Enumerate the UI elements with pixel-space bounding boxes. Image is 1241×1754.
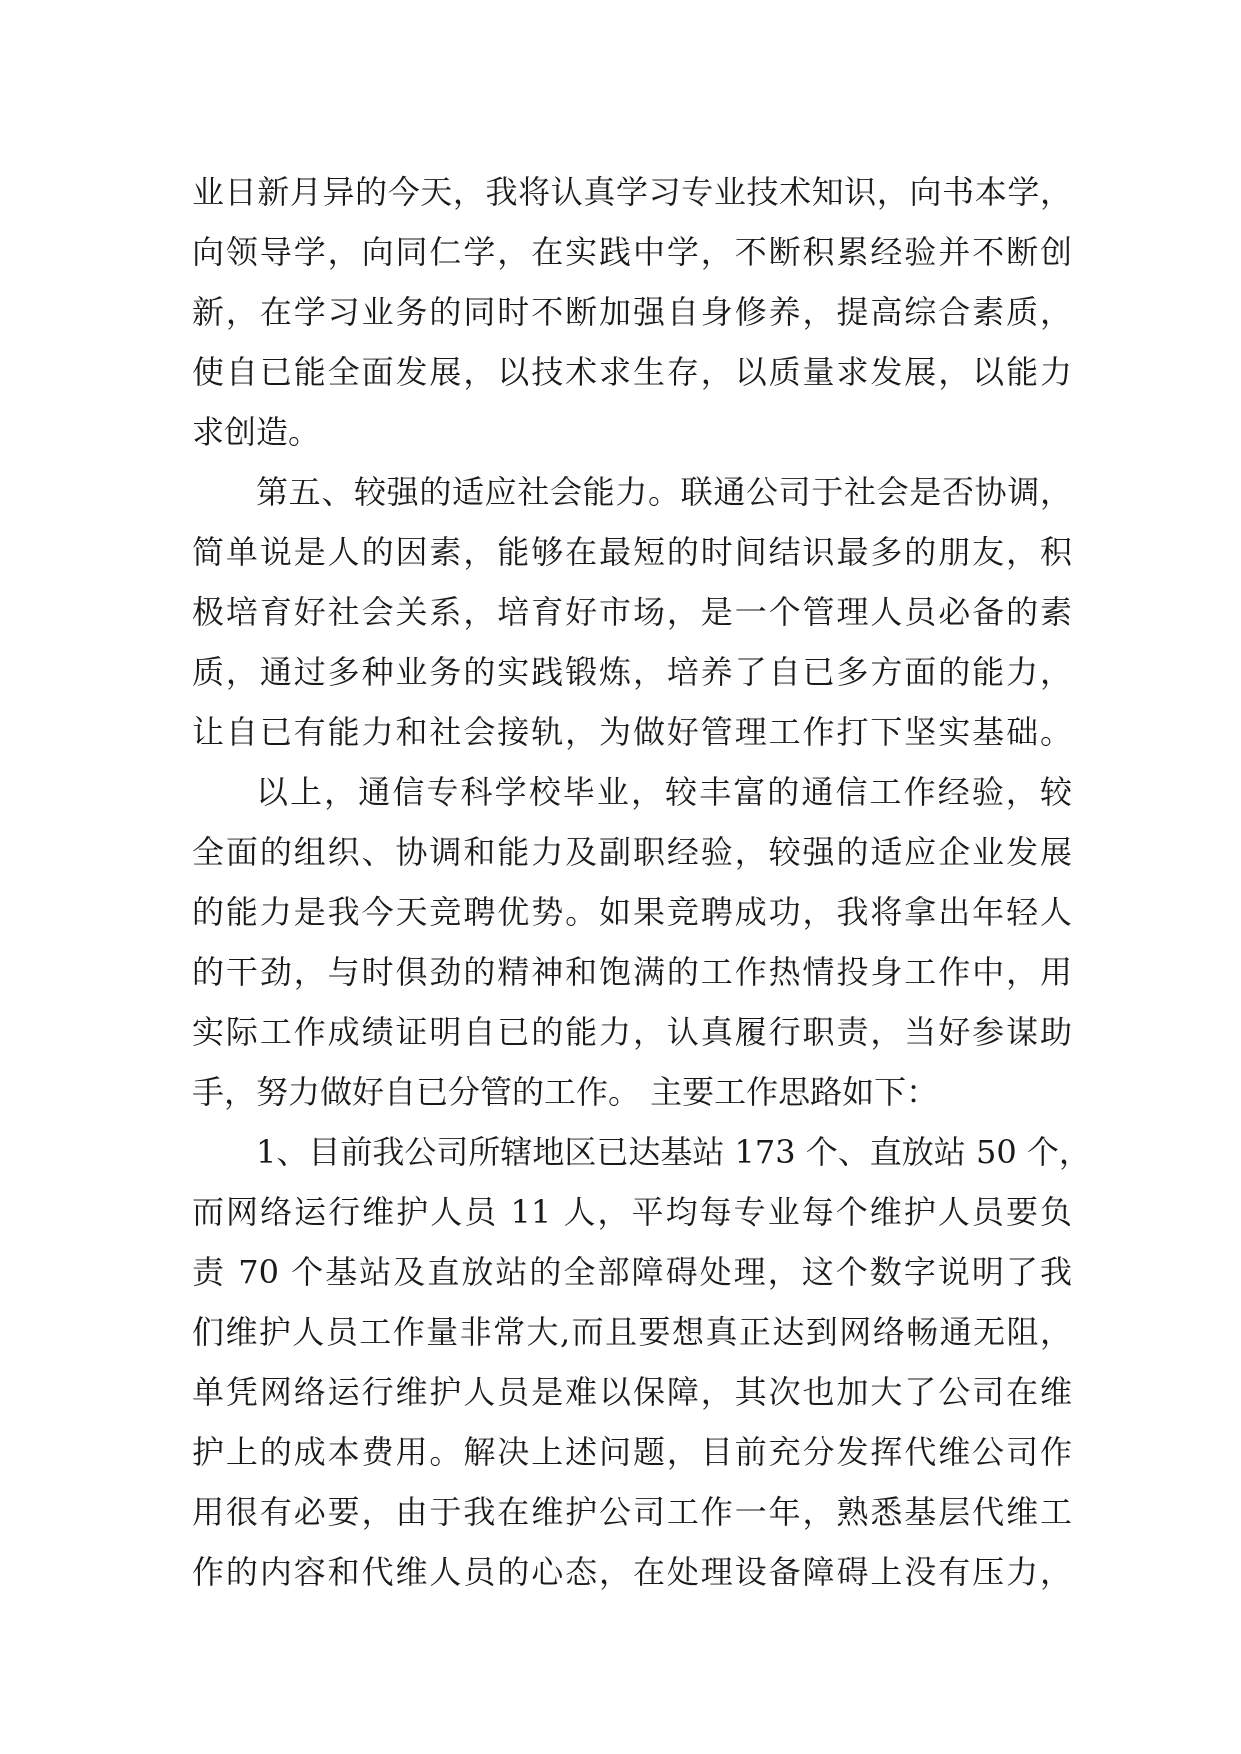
paragraph-first-line: 第五、较强的适应社会能力。联通公司于社会是否协调，: [256, 473, 1072, 511]
text-line: 用很有必要，由于我在维护公司工作一年，熟悉基层代维工: [192, 1493, 1072, 1531]
text-line: 质，通过多种业务的实践锻炼，培养了自已多方面的能力，: [192, 653, 1072, 691]
text-line: 使自已能全面发展，以技术求生存，以质量求发展，以能力: [192, 353, 1072, 391]
text-line: 求创造。: [192, 413, 321, 451]
text-line: 实际工作成绩证明自已的能力，认真履行职责，当好参谋助: [192, 1013, 1072, 1051]
text-line: 极培育好社会关系，培育好市场，是一个管理人员必备的素: [192, 593, 1072, 631]
text-line: 新，在学习业务的同时不断加强自身修养，提高综合素质，: [192, 293, 1072, 331]
paragraph-first-line: 1、目前我公司所辖地区已达基站 173 个、直放站 50 个，: [256, 1133, 1091, 1171]
text-line: 们维护人员工作量非常大,而且要想真正达到网络畅通无阻，: [192, 1313, 1072, 1351]
text-line: 单凭网络运行维护人员是难以保障，其次也加大了公司在维: [192, 1373, 1072, 1411]
text-line: 简单说是人的因素，能够在最短的时间结识最多的朋友，积: [192, 533, 1072, 571]
text-line: 作的内容和代维人员的心态，在处理设备障碍上没有压力，: [192, 1553, 1072, 1591]
text-line: 手，努力做好自已分管的工作。 主要工作思路如下：: [192, 1073, 939, 1111]
text-line: 的干劲，与时俱劲的精神和饱满的工作热情投身工作中，用: [192, 953, 1072, 991]
text-line: 全面的组织、协调和能力及副职经验，较强的适应企业发展: [192, 833, 1072, 871]
text-line: 向领导学，向同仁学，在实践中学，不断积累经验并不断创: [192, 233, 1072, 271]
text-line: 业日新月异的今天，我将认真学习专业技术知识，向书本学，: [192, 173, 1072, 211]
document-body: [192, 162, 1091, 1602]
text-line: 的能力是我今天竞聘优势。如果竞聘成功，我将拿出年轻人: [192, 893, 1072, 931]
text-line: 责 70 个基站及直放站的全部障碍处理，这个数字说明了我: [192, 1253, 1072, 1291]
paragraph-first-line: 以上，通信专科学校毕业，较丰富的通信工作经验，较: [256, 773, 1072, 811]
text-line: 而网络运行维护人员 11 人，平均每专业每个维护人员要负: [192, 1193, 1072, 1231]
text-line: 让自已有能力和社会接轨，为做好管理工作打下坚实基础。: [192, 713, 1072, 751]
text-line: 护上的成本费用。解决上述问题，目前充分发挥代维公司作: [192, 1433, 1072, 1471]
